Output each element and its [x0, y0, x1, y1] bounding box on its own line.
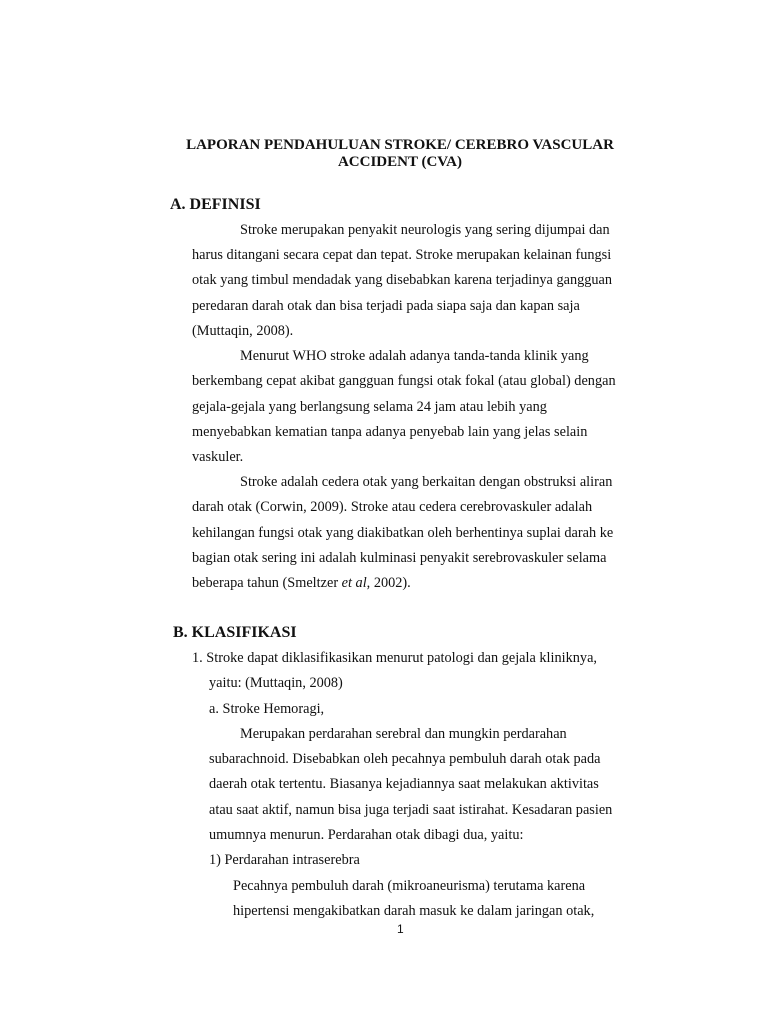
section-a-p3-last-line	[192, 575, 411, 592]
section-b-heading: B. KLASIFIKASI	[173, 624, 297, 641]
section-a-p2-line: menyebabkan kematian tanpa adanya penyebab lain yang jelas selain	[192, 424, 588, 440]
list-item-1-line: 1. Stroke dapat diklasifikasikan menurut patologi dan gejala kliniknya,	[192, 650, 597, 666]
section-a-p2-line: berkembang cepat akibat gangguan fungsi otak fokal (atau global) dengan	[192, 373, 616, 389]
sub-item-a-para-line: umumnya menurun. Perdarahan otak dibagi dua, yaitu:	[209, 827, 524, 843]
sub-item-1-para-line: hipertensi mengakibatkan darah masuk ke dalam jaringan otak,	[233, 903, 595, 919]
sub-item-a-para-line: daerah otak tertentu. Biasanya kejadiannya saat melakukan aktivitas	[209, 776, 599, 792]
section-a-p3-line: kehilangan fungsi otak yang diakibatkan oleh berhentinya suplai darah ke	[192, 525, 614, 541]
page-number: 1	[397, 922, 404, 936]
section-a-p1-line: otak yang timbul mendadak yang disebabkan karena terjadinya gangguan	[192, 272, 613, 288]
section-a-p2-line: vaskuler.	[192, 449, 244, 465]
sub-item-a-para-line: atau saat aktif, namun bisa juga terjadi saat istirahat. Kesadaran pasien	[209, 802, 613, 818]
section-a-heading: A. DEFINISI	[170, 196, 261, 213]
section-a-p3-line: bagian otak sering ini adalah kulminasi penyakit serebrovaskuler selama	[192, 550, 607, 566]
citation-text: beberapa tahun (Smeltzer	[192, 575, 342, 591]
document-title-line-1: LAPORAN PENDAHULUAN STROKE/ CEREBRO VASCULAR	[186, 137, 614, 153]
sub-item-1-para-line: Pecahnya pembuluh darah (mikroaneurisma) terutama karena	[233, 878, 586, 894]
sub-item-1: 1) Perdarahan intraserebra	[209, 852, 360, 868]
section-a-p1-line: harus ditangani secara cepat dan tepat. Stroke merupakan kelainan fungsi	[192, 247, 612, 263]
citation-italic: et al	[341, 575, 367, 591]
section-a-p2-line: gejala-gejala yang berlangsung selama 24 jam atau lebih yang	[192, 399, 547, 415]
list-item-1-line: yaitu: (Muttaqin, 2008)	[209, 675, 343, 691]
sub-item-a-para-line: subarachnoid. Disebabkan oleh pecahnya pembuluh darah otak pada	[209, 751, 601, 767]
section-a-p1-line: peredaran darah otak dan bisa terjadi pada siapa saja dan kapan saja	[192, 298, 580, 314]
citation-text-end: , 2002).	[366, 575, 411, 591]
section-a-p1-line: Stroke merupakan penyakit neurologis yang sering dijumpai dan	[240, 222, 610, 238]
document-title-line-2: ACCIDENT (CVA)	[337, 154, 463, 170]
sub-item-a-para-line: Merupakan perdarahan serebral dan mungkin perdarahan	[240, 726, 567, 742]
section-a-p1-line: (Muttaqin, 2008).	[192, 323, 294, 339]
sub-item-a: a. Stroke Hemoragi,	[209, 701, 325, 717]
section-a-p3-line: darah otak (Corwin, 2009). Stroke atau cedera cerebrovaskuler adalah	[192, 499, 593, 515]
section-a-p3-line: Stroke adalah cedera otak yang berkaitan dengan obstruksi aliran	[240, 474, 613, 490]
section-a-p2-line: Menurut WHO stroke adalah adanya tanda-tanda klinik yang	[240, 348, 589, 364]
